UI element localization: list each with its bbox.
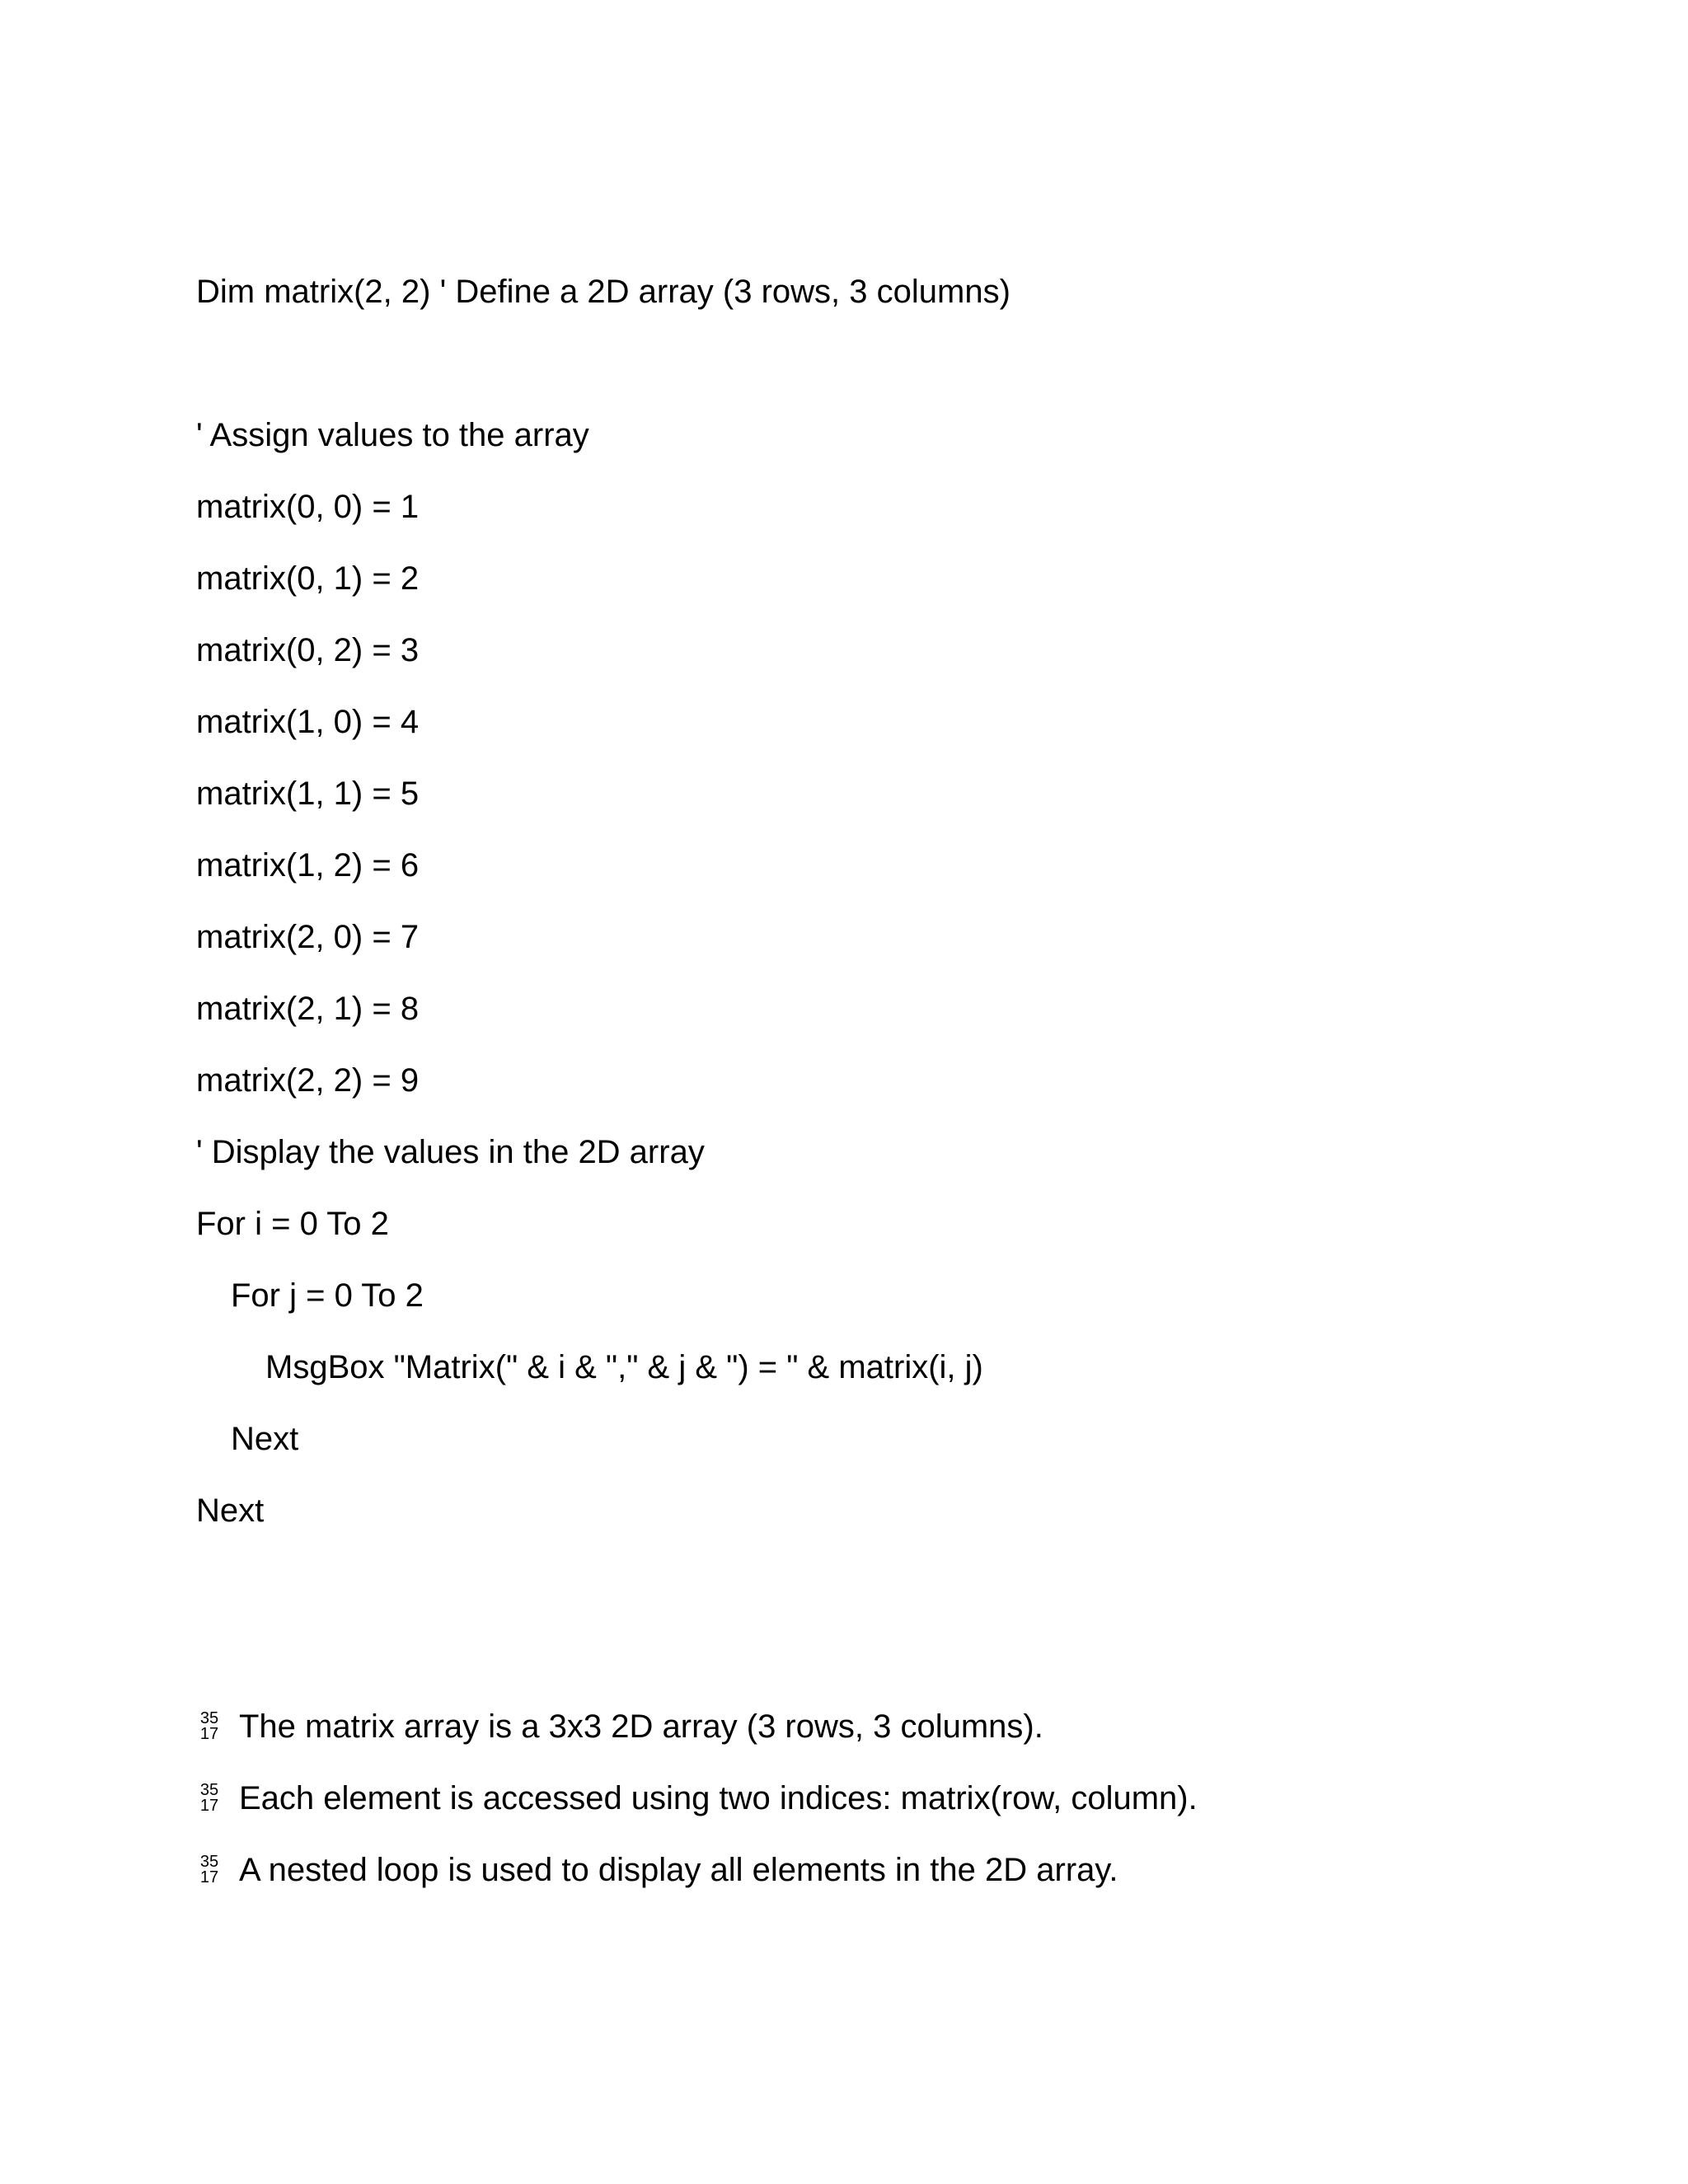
note-item — [196, 1779, 1198, 1818]
assign-comment: ' Assign values to the array — [196, 417, 589, 453]
inner-next: Next — [231, 1421, 299, 1457]
assignment-line: matrix(2, 2) = 9 — [196, 1062, 420, 1099]
display-comment: ' Display the values in the 2D array — [196, 1134, 705, 1170]
note-item — [196, 1850, 1118, 1890]
assignment-line: matrix(1, 1) = 5 — [196, 776, 420, 812]
outer-for-loop: For i = 0 To 2 — [196, 1206, 389, 1242]
assignment-line: matrix(0, 0) = 1 — [196, 489, 420, 525]
assignment-line: matrix(0, 1) = 2 — [196, 560, 420, 597]
assignment-line: matrix(2, 1) = 8 — [196, 991, 420, 1027]
dim-statement: Dim matrix(2, 2) ' Define a 2D array (3 rows, 3 columns) — [196, 274, 1010, 310]
note-text: A nested loop is used to display all elements in the 2D array. — [239, 1852, 1118, 1888]
fraction-bullet-icon: 35 17 — [199, 1709, 219, 1743]
fraction-bullet-icon: 35 17 — [199, 1781, 219, 1815]
note-text: Each element is accessed using two indices: matrix(row, column). — [239, 1780, 1198, 1816]
note-text: The matrix array is a 3x3 2D array (3 rows, 3 columns). — [239, 1708, 1043, 1745]
fraction-bullet-icon: 35 17 — [199, 1853, 219, 1886]
msgbox-statement: MsgBox "Matrix(" & i & "," & j & ") = " & matrix(i, j) — [265, 1349, 983, 1385]
outer-next: Next — [196, 1493, 265, 1529]
assignment-line: matrix(1, 2) = 6 — [196, 847, 420, 883]
assignment-line: matrix(2, 0) = 7 — [196, 919, 420, 955]
assignment-line: matrix(0, 2) = 3 — [196, 632, 420, 668]
inner-for-loop: For j = 0 To 2 — [231, 1277, 424, 1314]
assignment-line: matrix(1, 0) = 4 — [196, 704, 420, 740]
note-item — [196, 1707, 1043, 1746]
